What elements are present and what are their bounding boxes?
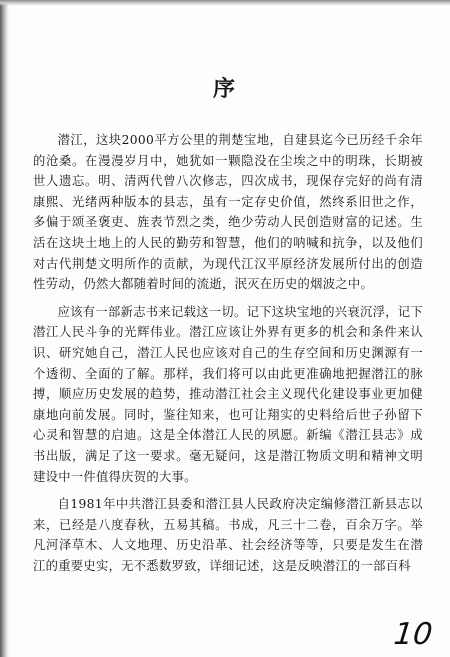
paragraph-2: 应该有一部新志书来记载这一切。记下这块宝地的兴衰沉浮，记下潜江人民斗争的光辉伟业。潜江应该让外界有更多的机会和条件来认识、研究她自己，潜江人民也应该对自己的生存空间和历史渊源有一个透彻、全面的了解。那样，我们将可以由此更准确地把握潜江的脉搏，顺应历史发展的趋势，推动潜江社会主义现代化建设事业更加健康地向前发展。同时，鉴往知来，也可让翔实的史料给后世子孙留下心灵和智慧的启迪。这是全体潜江人民的夙愿。新编《潜江县志》成书出版，满足了这一要求。毫无疑问，这是潜江物质文明和精神文明建设中一件值得庆贺的大事。 <box>33 304 423 484</box>
handwritten-page-number: 10 <box>392 617 435 652</box>
paragraph-1: 潜江，这块2000平方公里的荆楚宝地，自建县迄今已历经千余年的沧桑。在漫漫岁月中，她犹如一颗隐没在尘埃之中的明珠，长期被世人遗忘。明、清两代曾八次修志，四次成书，现保存完好的尚有清康熙、光绪两种版本的县志，虽有一定存史价值，然终系旧世之作，多偏于颂圣褒吏、旌表节烈之类，绝少劳动人民创造财富的记述。生活在这块土地上的人民的勤劳和智慧，他们的呐喊和抗争，以及他们对古代荆楚文明所作的贡献，为现代江汉平原经济发展所付出的创造性劳动，仍然大都随着时间的流逝，泯灭在历史的烟波之中。 <box>33 133 423 292</box>
page-title: 序 <box>212 76 237 102</box>
scan-shadow-top <box>0 0 450 6</box>
paragraph-3: 自1981年中共潜江县委和潜江县人民政府决定编修潜江新县志以来，已经是八度春秋，五易其稿。书成，凡三十二卷，百余万字。举凡河泽草木、人文地理、历史沿革、社会经济等等，只要是发生在潜江的重要史实，无不悉数罗致，详细记述，这是反映潜江的一部百科 <box>33 497 423 573</box>
body-text <box>33 130 423 583</box>
